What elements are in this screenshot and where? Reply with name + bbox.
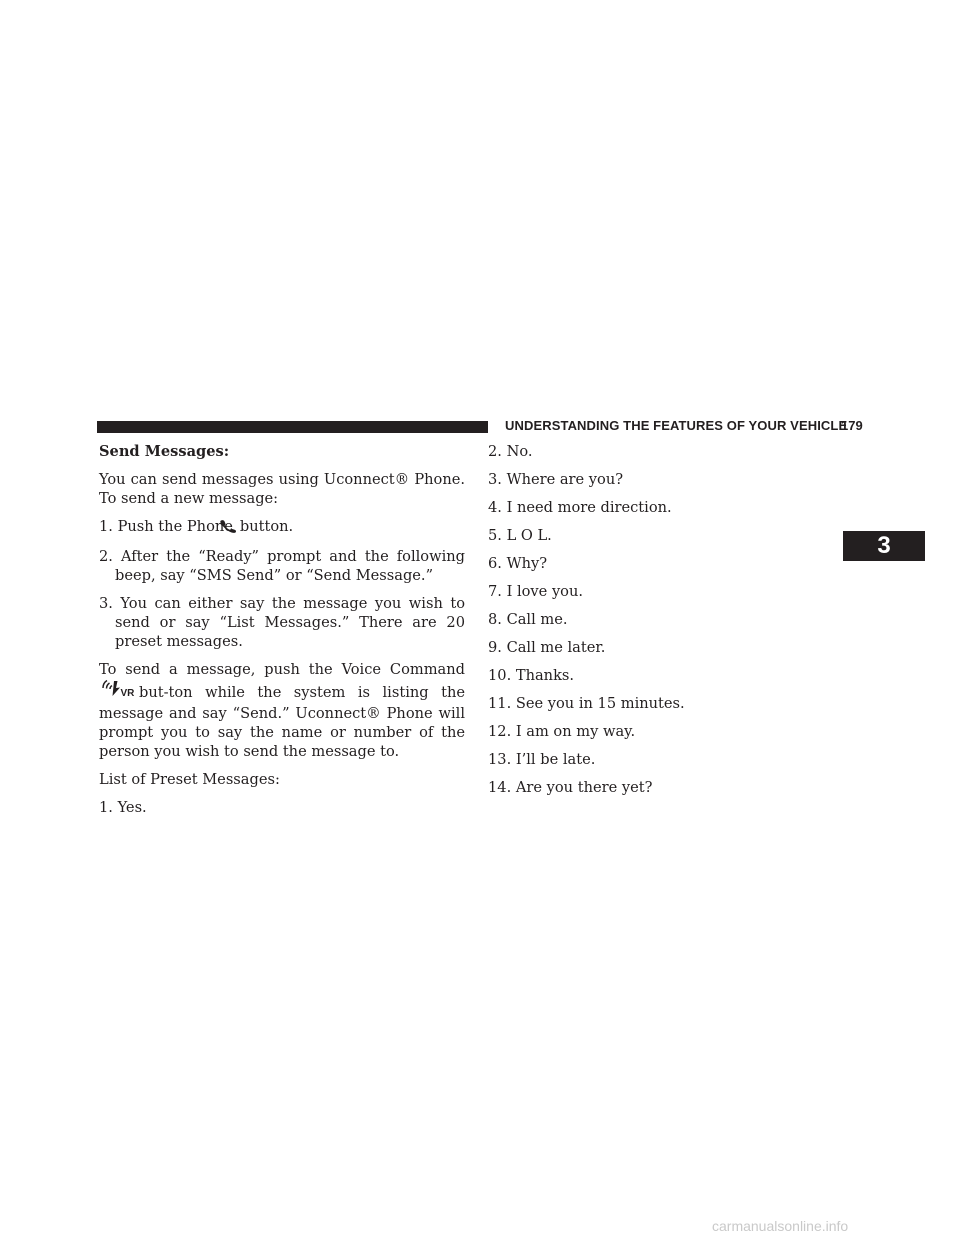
preset-message: 5. L O L. bbox=[488, 527, 552, 544]
svg-text:VR: VR bbox=[120, 688, 135, 699]
section-heading: Send Messages: bbox=[99, 443, 230, 460]
step-1-suffix: button. bbox=[239, 518, 294, 535]
send-suffix: but-ton while the system is listing the message and say “Send.” Uconnect® Phone will prompt you to say the name or number of the person you wish to send the message to. bbox=[99, 684, 465, 760]
step-1 bbox=[99, 517, 465, 538]
watermark-text: carmanualsonline.info bbox=[712, 1218, 849, 1234]
preset-message: 2. No. bbox=[488, 443, 533, 460]
preset-message: 14. Are you there yet? bbox=[488, 779, 653, 796]
preset-message: 10. Thanks. bbox=[488, 667, 575, 684]
page-number: 179 bbox=[841, 418, 863, 433]
phone-icon bbox=[235, 519, 238, 538]
header-rule bbox=[97, 421, 488, 433]
preset-message: 4. I need more direction. bbox=[488, 499, 672, 516]
preset-message: 3. Where are you? bbox=[488, 471, 624, 488]
left-column bbox=[99, 442, 465, 826]
preset-message: 12. I am on my way. bbox=[488, 723, 636, 740]
preset-message-1: 1. Yes. bbox=[99, 799, 147, 816]
step-3: 3. You can either say the message you wish to send or say “List Messages.” There are 20 preset messages. bbox=[99, 595, 465, 650]
preset-message: 11. See you in 15 minutes. bbox=[488, 695, 685, 712]
step-1-prefix: 1. Push the Phone bbox=[99, 518, 233, 535]
right-column bbox=[488, 442, 828, 806]
preset-message: 6. Why? bbox=[488, 555, 548, 572]
preset-message: 13. I’ll be late. bbox=[488, 751, 596, 768]
voice-command-icon bbox=[101, 679, 137, 704]
chapter-tab: 3 bbox=[843, 531, 925, 561]
send-paragraph bbox=[99, 660, 465, 761]
preset-list-label: List of Preset Messages: bbox=[99, 771, 280, 788]
intro-paragraph: You can send messages using Uconnect® Phone. To send a new message: bbox=[99, 471, 465, 507]
running-header: UNDERSTANDING THE FEATURES OF YOUR VEHICLE bbox=[505, 418, 848, 433]
preset-message: 9. Call me later. bbox=[488, 639, 606, 656]
preset-message: 7. I love you. bbox=[488, 583, 584, 600]
send-prefix: To send a message, push the Voice Command bbox=[99, 661, 465, 678]
step-2: 2. After the “Ready” prompt and the following beep, say “SMS Send” or “Send Message.” bbox=[99, 548, 465, 584]
preset-message: 8. Call me. bbox=[488, 611, 568, 628]
